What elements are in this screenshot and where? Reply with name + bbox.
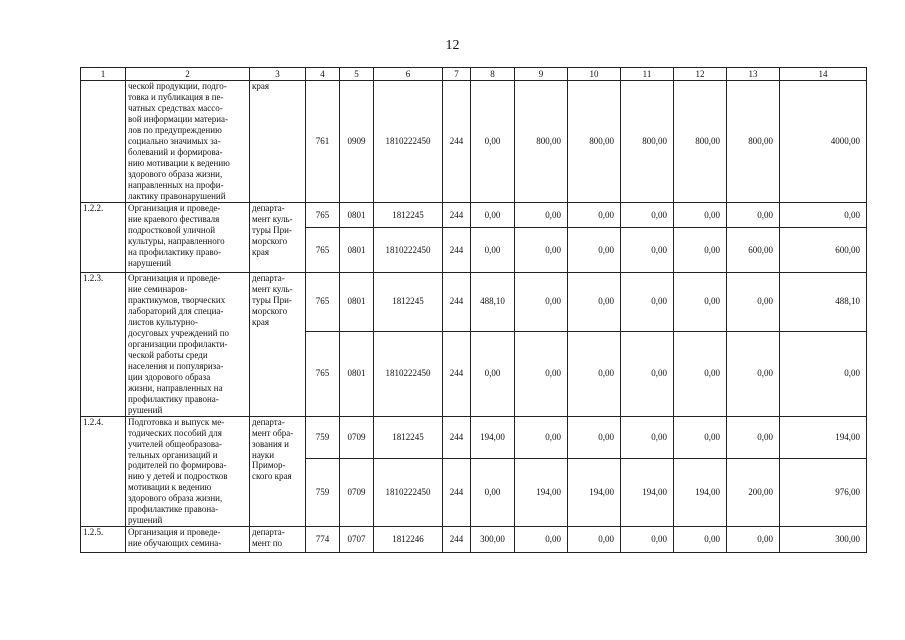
table-cell: 1812245 [374, 203, 443, 228]
table-cell: 774 [306, 527, 340, 553]
table-cell: 488,10 [780, 273, 867, 332]
table-cell: 0,00 [727, 527, 780, 553]
table-cell: 0709 [340, 416, 374, 459]
table-row [81, 203, 867, 228]
item-description-text: Организация и проведе- ние обучающих семина- [128, 527, 222, 549]
table-cell: 0801 [340, 273, 374, 332]
col-header: 9 [515, 68, 568, 81]
col-header: 3 [250, 68, 306, 81]
item-department-text: департа- мент по [252, 527, 285, 549]
table-cell: 761 [306, 81, 340, 203]
table-cell: 0,00 [621, 527, 674, 553]
table-cell: 194,00 [568, 459, 621, 527]
table-cell: 800,00 [727, 81, 780, 203]
table-cell: 0,00 [780, 203, 867, 228]
table-body [81, 81, 867, 553]
table-cell: 0,00 [515, 273, 568, 332]
col-header: 7 [443, 68, 471, 81]
table-cell: 244 [443, 331, 471, 416]
item-department [250, 416, 306, 527]
table-cell: 194,00 [515, 459, 568, 527]
item-number-text: 1.2.4. [83, 416, 104, 427]
table-cell: 244 [443, 416, 471, 459]
col-header: 6 [374, 68, 443, 81]
table-cell: 800,00 [515, 81, 568, 203]
table-cell: 244 [443, 527, 471, 553]
table-cell: 0,00 [568, 203, 621, 228]
table-cell: 244 [443, 81, 471, 203]
table-cell: 0,00 [674, 203, 727, 228]
table-cell: 759 [306, 416, 340, 459]
table-row [81, 273, 867, 332]
table-cell: 4000,00 [780, 81, 867, 203]
item-department-text: края [252, 81, 270, 91]
table-cell: 0,00 [515, 203, 568, 228]
table-cell: 244 [443, 459, 471, 527]
item-number [81, 81, 126, 203]
col-header: 11 [621, 68, 674, 81]
table-cell: 244 [443, 273, 471, 332]
table-cell: 0,00 [621, 228, 674, 273]
table-cell: 0,00 [727, 331, 780, 416]
table-cell: 0,00 [515, 527, 568, 553]
table-cell: 0,00 [471, 459, 515, 527]
item-department [250, 203, 306, 273]
table-cell: 600,00 [727, 228, 780, 273]
table-row [81, 416, 867, 459]
table-cell: 0,00 [568, 331, 621, 416]
col-header: 5 [340, 68, 374, 81]
item-number [81, 273, 126, 417]
table-cell: 0,00 [780, 331, 867, 416]
item-description [126, 273, 250, 417]
table-cell: 0,00 [515, 331, 568, 416]
col-header: 14 [780, 68, 867, 81]
item-description [126, 527, 250, 553]
table-cell: 0,00 [674, 527, 727, 553]
item-department-text: департа- мент обра- зования и науки Примор- ского края [252, 416, 294, 482]
table-cell: 976,00 [780, 459, 867, 527]
table-cell: 244 [443, 228, 471, 273]
table-cell: 300,00 [471, 527, 515, 553]
table-cell: 0,00 [471, 331, 515, 416]
col-header: 2 [126, 68, 250, 81]
table-cell: 244 [443, 203, 471, 228]
table-cell: 0,00 [727, 416, 780, 459]
table-cell: 0,00 [727, 273, 780, 332]
table-cell: 1810222450 [374, 228, 443, 273]
col-header: 10 [568, 68, 621, 81]
item-number [81, 527, 126, 553]
table-cell: 0,00 [471, 203, 515, 228]
table-cell: 800,00 [674, 81, 727, 203]
table-cell: 1810222450 [374, 331, 443, 416]
table-cell: 300,00 [780, 527, 867, 553]
table-cell: 765 [306, 203, 340, 228]
table-cell: 0,00 [515, 416, 568, 459]
table-row [81, 81, 867, 203]
item-number [81, 416, 126, 527]
item-department [250, 81, 306, 203]
table-cell: 765 [306, 331, 340, 416]
table-cell: 0,00 [621, 416, 674, 459]
table-cell: 0,00 [471, 228, 515, 273]
table-cell: 0801 [340, 228, 374, 273]
table-cell: 0,00 [568, 228, 621, 273]
table-cell: 765 [306, 228, 340, 273]
table-cell: 0,00 [621, 203, 674, 228]
table-cell: 1812246 [374, 527, 443, 553]
table-cell: 759 [306, 459, 340, 527]
item-department-text: департа- мент куль- туры При- морского края [252, 273, 293, 327]
item-description [126, 203, 250, 273]
item-description-text: Подготовка и выпуск ме- тодических пособий для учителей общеобразова- тельных организаций и родителей по формирова- нию у детей и подростков мотивации к ведению здорового образа жизни, профилактике правона- рушений [128, 416, 228, 526]
table-cell: 194,00 [471, 416, 515, 459]
table-cell: 1810222450 [374, 459, 443, 527]
item-description [126, 81, 250, 203]
item-department [250, 527, 306, 553]
table-cell: 194,00 [674, 459, 727, 527]
table-cell: 194,00 [621, 459, 674, 527]
table-cell: 600,00 [780, 228, 867, 273]
table-row [81, 527, 867, 553]
table-cell: 800,00 [621, 81, 674, 203]
table-cell: 0,00 [568, 273, 621, 332]
table-cell: 0,00 [515, 228, 568, 273]
table-cell: 0,00 [674, 331, 727, 416]
table-cell: 0,00 [674, 273, 727, 332]
page-number: 12 [445, 38, 460, 53]
table-cell: 800,00 [568, 81, 621, 203]
table-cell: 0,00 [674, 416, 727, 459]
table-cell: 0707 [340, 527, 374, 553]
item-description [126, 416, 250, 527]
item-number-text: 1.2.5. [83, 527, 104, 538]
item-number-text: 1.2.2. [83, 203, 104, 213]
table-cell: 1812245 [374, 416, 443, 459]
table-cell: 1812245 [374, 273, 443, 332]
col-header: 4 [306, 68, 340, 81]
budget-table [80, 67, 867, 553]
table-cell: 0,00 [471, 81, 515, 203]
col-header: 12 [674, 68, 727, 81]
item-number [81, 203, 126, 273]
table-cell: 765 [306, 273, 340, 332]
item-description-text: Организация и проведе- ние семинаров- практикумов, творческих лабораторий для специа- листов культурно- досуговых учреждений по организации профилакти- ческой работы среди населения и популяриза- ции здорового образа жизни, направленных на профилактику правона- рушений [128, 273, 230, 415]
item-description-text: ческой продукции, подго- товка и публикация в пе- чатных средствах массо- вой информации материа- лов по предупреждению социально значимых за- болеваний и формирова- нию мотивации к ведению здорового образа жизни, направленных на профи- лактику правонарушений [128, 81, 230, 201]
table-cell: 488,10 [471, 273, 515, 332]
item-description-text: Организация и проведе- ние краевого фестиваля подростковой уличной культуры, направленного на профилактику право- нарушений [128, 203, 225, 268]
item-department-text: департа- мент куль- туры При- морского края [252, 203, 293, 257]
table-cell: 0801 [340, 331, 374, 416]
col-header: 13 [727, 68, 780, 81]
table-cell: 0709 [340, 459, 374, 527]
table-cell: 0,00 [621, 273, 674, 332]
table-cell: 0,00 [674, 228, 727, 273]
item-department [250, 273, 306, 417]
header-row [81, 68, 867, 81]
table-cell: 1810222450 [374, 81, 443, 203]
table-cell: 0801 [340, 203, 374, 228]
table-cell: 200,00 [727, 459, 780, 527]
col-header: 8 [471, 68, 515, 81]
table-cell: 0,00 [727, 203, 780, 228]
item-number-text: 1.2.3. [83, 273, 104, 283]
col-header: 1 [81, 68, 126, 81]
table-cell: 0,00 [568, 416, 621, 459]
table-cell: 194,00 [780, 416, 867, 459]
table-cell: 0,00 [621, 331, 674, 416]
table-cell: 0,00 [568, 527, 621, 553]
table-cell: 0909 [340, 81, 374, 203]
